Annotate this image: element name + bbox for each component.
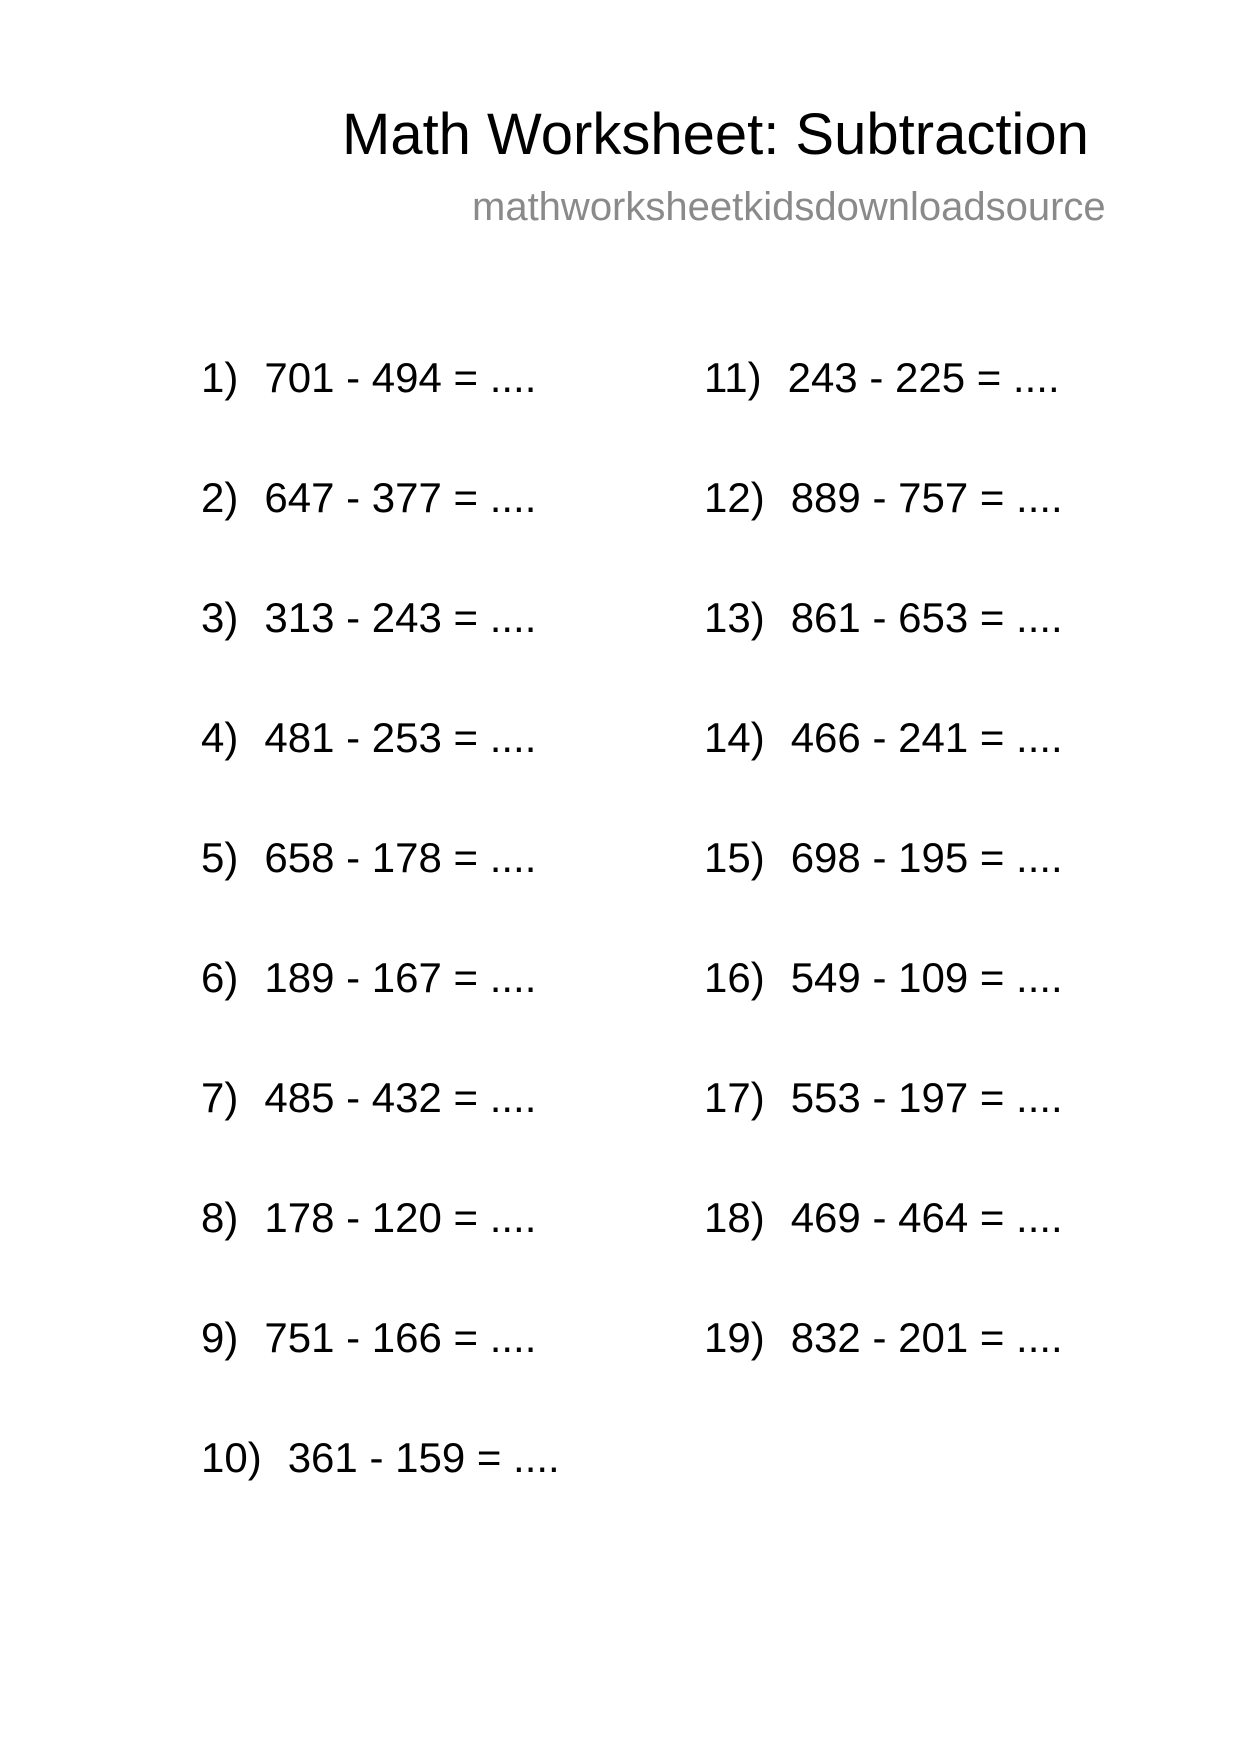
problem-item — [201, 1308, 560, 1428]
problem-number: 13) — [704, 594, 765, 641]
problem-number: 14) — [704, 714, 765, 761]
problem-expression: 549 - 109 = .... — [790, 954, 1063, 1001]
problem-number: 10) — [201, 1434, 262, 1481]
problem-expression: 861 - 653 = .... — [790, 594, 1063, 641]
problem-item — [201, 468, 560, 588]
problem-number: 2) — [201, 474, 239, 521]
problem-number: 7) — [201, 1074, 239, 1121]
problem-expression: 751 - 166 = .... — [264, 1314, 537, 1361]
problem-number: 18) — [704, 1194, 765, 1241]
problems-left-column — [201, 348, 560, 1548]
problem-expression: 469 - 464 = .... — [790, 1194, 1063, 1241]
problem-number: 6) — [201, 954, 239, 1001]
problem-expression: 832 - 201 = .... — [790, 1314, 1063, 1361]
problem-expression: 466 - 241 = .... — [790, 714, 1063, 761]
problem-number: 1) — [201, 354, 239, 401]
problem-expression: 178 - 120 = .... — [264, 1194, 537, 1241]
problem-expression: 698 - 195 = .... — [790, 834, 1063, 881]
problem-number: 15) — [704, 834, 765, 881]
problem-number: 17) — [704, 1074, 765, 1121]
problem-number: 8) — [201, 1194, 239, 1241]
problem-item — [201, 948, 560, 1068]
problem-item — [201, 828, 560, 948]
problem-item — [201, 588, 560, 708]
problem-number: 4) — [201, 714, 239, 761]
problem-item — [201, 1068, 560, 1188]
problem-item — [704, 708, 1063, 828]
worksheet-title: Math Worksheet: Subtraction — [342, 102, 1089, 167]
problem-number: 16) — [704, 954, 765, 1001]
problem-item — [704, 1308, 1063, 1428]
problem-number: 3) — [201, 594, 239, 641]
problem-item — [704, 1068, 1063, 1188]
problem-expression: 553 - 197 = .... — [790, 1074, 1063, 1121]
problem-expression: 485 - 432 = .... — [264, 1074, 537, 1121]
worksheet-subtitle: mathworksheetkidsdownloadsource — [472, 185, 1106, 229]
problem-number: 9) — [201, 1314, 239, 1361]
problem-number: 19) — [704, 1314, 765, 1361]
problem-expression: 313 - 243 = .... — [264, 594, 537, 641]
problem-expression: 889 - 757 = .... — [790, 474, 1063, 521]
problem-number: 11) — [704, 354, 762, 401]
problem-expression: 658 - 178 = .... — [264, 834, 537, 881]
problems-right-column — [704, 348, 1063, 1428]
problem-number: 5) — [201, 834, 239, 881]
problem-expression: 243 - 225 = .... — [787, 354, 1060, 401]
problem-item — [201, 348, 560, 468]
problem-item — [704, 348, 1063, 468]
problem-expression: 481 - 253 = .... — [264, 714, 537, 761]
problem-item — [201, 708, 560, 828]
problem-item — [201, 1188, 560, 1308]
problem-item — [704, 588, 1063, 708]
problem-item — [704, 468, 1063, 588]
problem-expression: 189 - 167 = .... — [264, 954, 537, 1001]
problem-expression: 647 - 377 = .... — [264, 474, 537, 521]
problem-item — [704, 828, 1063, 948]
problem-expression: 361 - 159 = .... — [287, 1434, 560, 1481]
problem-expression: 701 - 494 = .... — [264, 354, 537, 401]
problem-item — [201, 1428, 560, 1548]
problem-item — [704, 948, 1063, 1068]
problem-number: 12) — [704, 474, 765, 521]
problem-item — [704, 1188, 1063, 1308]
